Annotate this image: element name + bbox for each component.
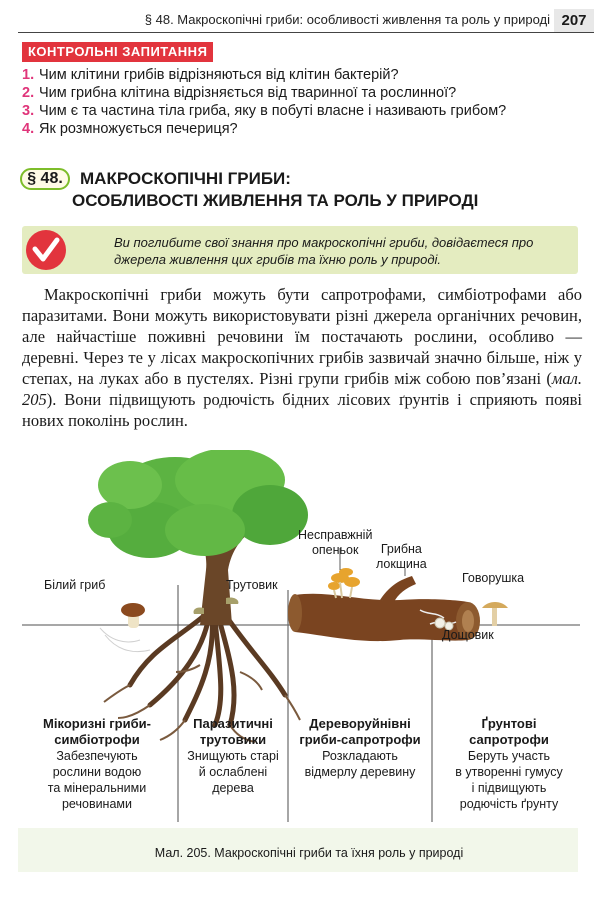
category-parasitic: Паразитичні трутовики Знищують старі й ослаблені дерева	[187, 716, 279, 795]
goal-text: Ви поглибите свої знання про макроскопічні гриби, довідаєтеся про джерела живлення цих грибів та їхню роль у природі.	[114, 235, 534, 267]
control-questions-list	[22, 66, 582, 138]
body-text	[22, 284, 582, 431]
section-title-line1: МАКРОСКОПІЧНІ ГРИБИ:	[80, 169, 291, 188]
section-title-line2: ОСОБЛИВОСТІ ЖИВЛЕННЯ ТА РОЛЬ У ПРИРОДІ	[72, 191, 479, 210]
label-tinder-fungus: Трутовик	[226, 578, 278, 592]
section-badge: § 48.	[20, 168, 70, 190]
label-puffball: Дощовик	[442, 628, 494, 642]
running-head-rule	[18, 32, 594, 33]
figure-caption: Мал. 205. Макроскопічні гриби та їхня роль у природі	[154, 846, 464, 860]
label-false-honey-fungus: Несправжній опеньок	[298, 528, 373, 557]
figure-reference: мал. 205	[22, 369, 582, 409]
goal-box	[22, 226, 578, 274]
category-wood-decay: Дереворуйнівні гриби-сапротрофи Розкладають відмерлу деревину	[299, 716, 421, 779]
question-item: 3. Чим є та частина тіла гриба, яку в побуті власне і називають грибом?	[22, 103, 507, 119]
question-item: 4. Як розмножується печериця?	[22, 121, 238, 137]
tree-foliage	[88, 450, 308, 558]
page-number: 207	[554, 9, 594, 32]
question-item: 1. Чим клітини грибів відрізняються від клітин бактерій?	[22, 67, 399, 83]
category-mycorrhizal: Мікоризні гриби- симбіотрофи Забезпечують рослини водою та мінеральними речовинами	[43, 716, 151, 811]
control-questions-title: КОНТРОЛЬНІ ЗАПИТАННЯ	[22, 42, 213, 62]
category-soil-saprotrophs: Ґрунтові сапротрофи Беруть участь в утворенні гумусу і підвищують родючість ґрунту	[455, 716, 563, 811]
running-head	[0, 0, 600, 34]
bracket-fungus	[226, 597, 238, 604]
running-head-title: § 48. Макроскопічні гриби: особливості живлення та роль у природі	[144, 12, 550, 27]
question-item: 2. Чим грибна клітина відрізняється від тваринної та рослинної?	[22, 85, 457, 101]
mycelium	[100, 628, 150, 652]
body-paragraph: Макроскопічні гриби можуть бути сапротрофами, симбіотрофами або паразитами. Вони можуть використовувати різні джерела органічних речовин, але найчастіше поживні речовини їм постачають рослини, особливо — деревні. Через те у лісах макроскопічних грибів зазвичай значно більше, ніж у степах, на луках або в пустелях. Різні групи грибів між собою пов’язані (мал. 205). Вони підвищують родючість бідних лісових ґрунтів і сприяють появі нових поколінь рослин.	[22, 285, 582, 430]
label-fungal-noodle: Грибна локшина	[376, 542, 427, 571]
label-funnel-cap: Говорушка	[462, 571, 525, 585]
false-honey-fungus	[328, 568, 360, 590]
figure-illustration	[0, 450, 600, 870]
tree-roots	[130, 610, 285, 725]
label-porcini: Білий гриб	[44, 578, 106, 592]
bracket-fungus	[193, 607, 204, 614]
checkmark-icon	[26, 230, 66, 270]
funnel-cap-mushroom	[482, 602, 508, 626]
